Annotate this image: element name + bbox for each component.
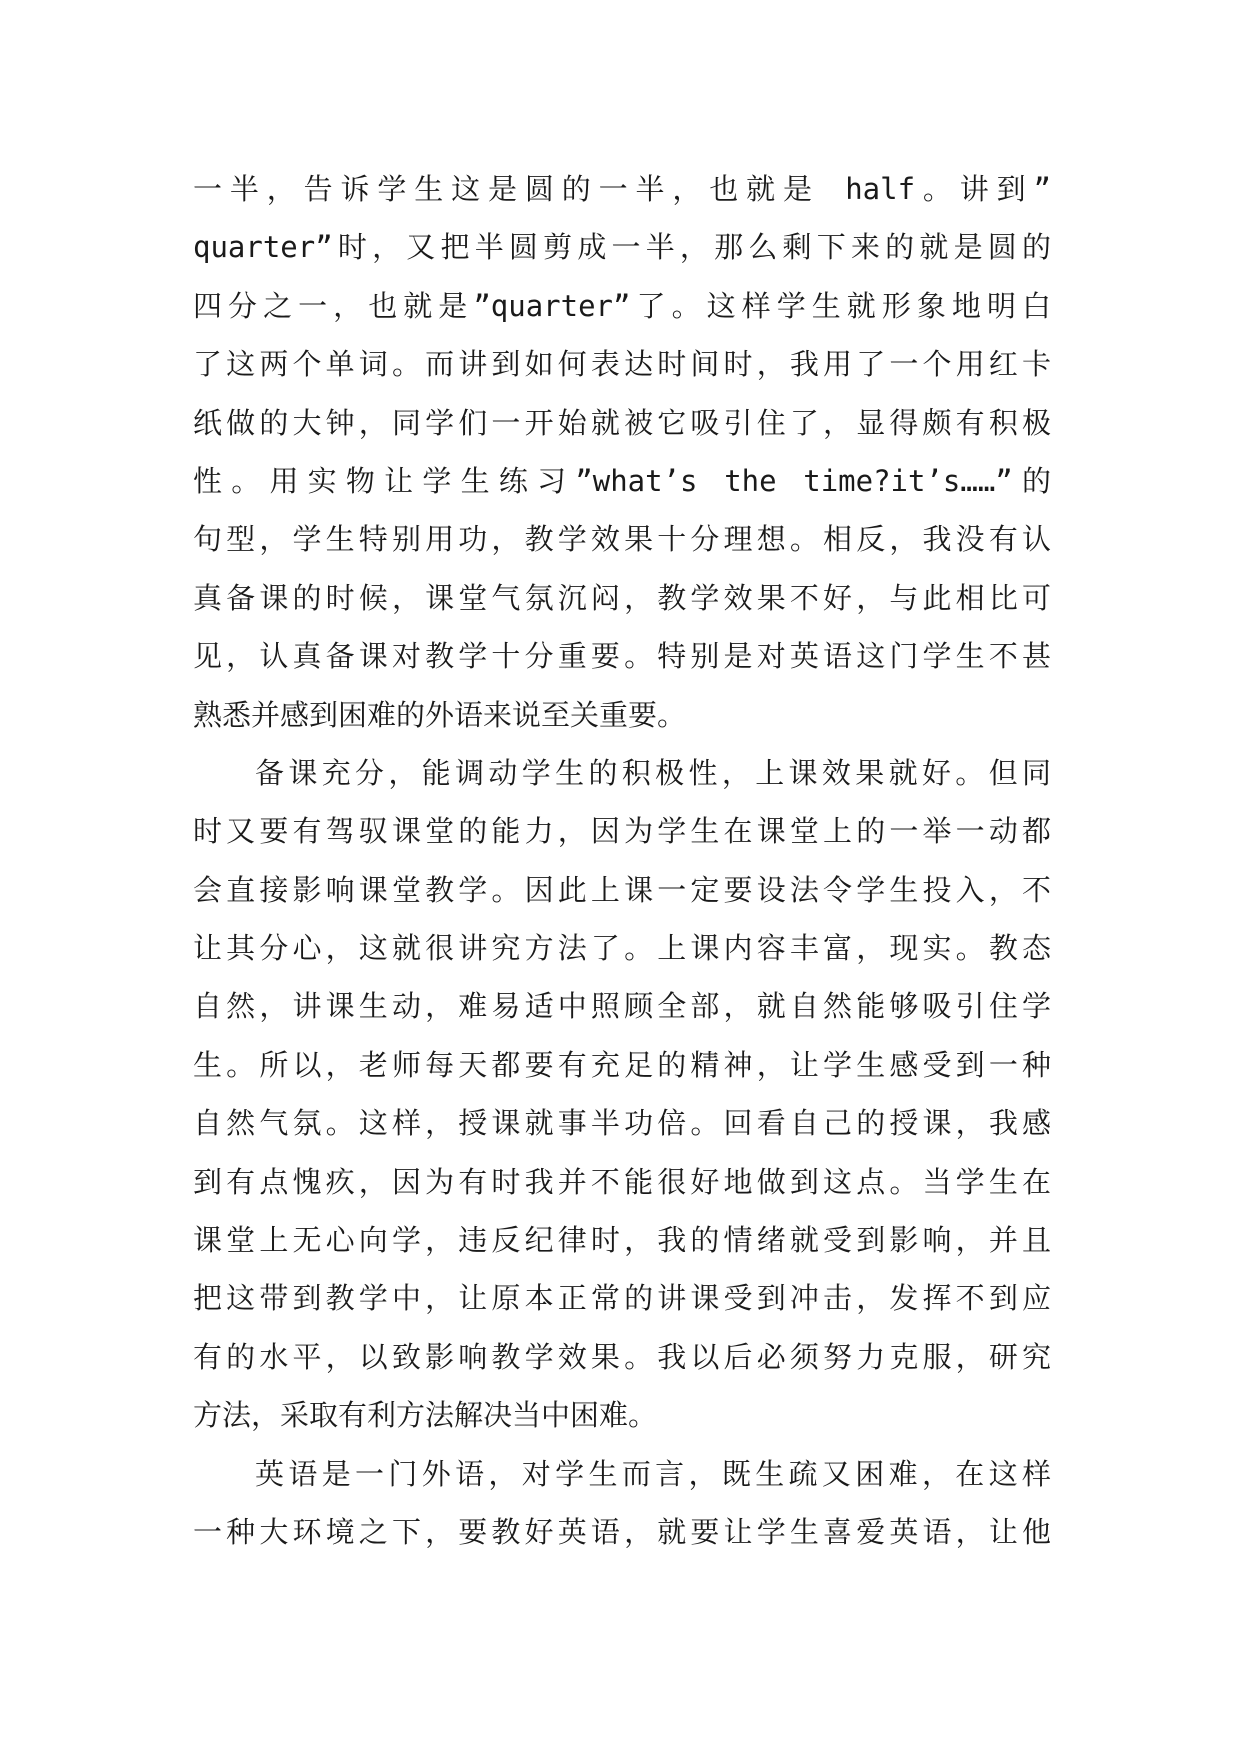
text-line: 了这两个单词。而讲到如何表达时间时，我用了一个用红卡 [193,347,1051,382]
text-line: 一半，告诉学生这是圆的一半，也就是 half。讲到” [193,172,1051,206]
text-line: 方法，采取有利方法解决当中困难。 [193,1398,658,1433]
text-line: 到有点愧疚，因为有时我并不能很好地做到这点。当学生在 [193,1164,1051,1199]
text-line: 真备课的时候，课堂气氛沉闷，教学效果不好，与此相比可 [193,580,1051,615]
text-line: 把这带到教学中，让原本正常的讲课受到冲击，发挥不到应 [193,1281,1051,1316]
text-line: 让其分心，这就很讲究方法了。上课内容丰富，现实。教态 [193,931,1051,966]
text-line: 四分之一，也就是”quarter”了。这样学生就形象地明白 [193,288,1051,323]
text-line: 有的水平，以致影响教学效果。我以后必须努力克服，研究 [193,1339,1051,1374]
text-line: 一种大环境之下，要教好英语，就要让学生喜爱英语，让他 [193,1514,1051,1549]
text-line: 见，认真备课对教学十分重要。特别是对英语这门学生不甚 [193,639,1051,674]
text-line: quarter”时，又把半圆剪成一半，那么剩下来的就是圆的 [193,230,1051,265]
text-line: 时又要有驾驭课堂的能力，因为学生在课堂上的一举一动都 [193,814,1051,849]
body-text [193,160,1051,1561]
text-line: 纸做的大钟，同学们一开始就被它吸引住了，显得颇有积极 [193,405,1051,440]
paragraph-first-line: 备课充分，能调动学生的积极性，上课效果就好。但同 [255,755,1051,790]
text-line: 性。用实物让学生练习”what’s the time?it’s……”的 [193,463,1051,498]
text-line: 自然气氛。这样，授课就事半功倍。回看自己的授课，我感 [193,1106,1051,1141]
text-line: 课堂上无心向学，违反纪律时，我的情绪就受到影响，并且 [193,1223,1051,1258]
text-line: 生。所以，老师每天都要有充足的精神，让学生感受到一种 [193,1047,1051,1082]
text-line: 熟悉并感到困难的外语来说至关重要。 [193,697,687,732]
text-line: 自然，讲课生动，难易适中照顾全部，就自然能够吸引住学 [193,989,1051,1024]
text-line: 句型，学生特别用功，教学效果十分理想。相反，我没有认 [193,522,1051,557]
paragraph-first-line: 英语是一门外语，对学生而言，既生疏又困难，在这样 [255,1456,1051,1491]
text-line: 会直接影响课堂教学。因此上课一定要设法令学生投入，不 [193,872,1051,907]
